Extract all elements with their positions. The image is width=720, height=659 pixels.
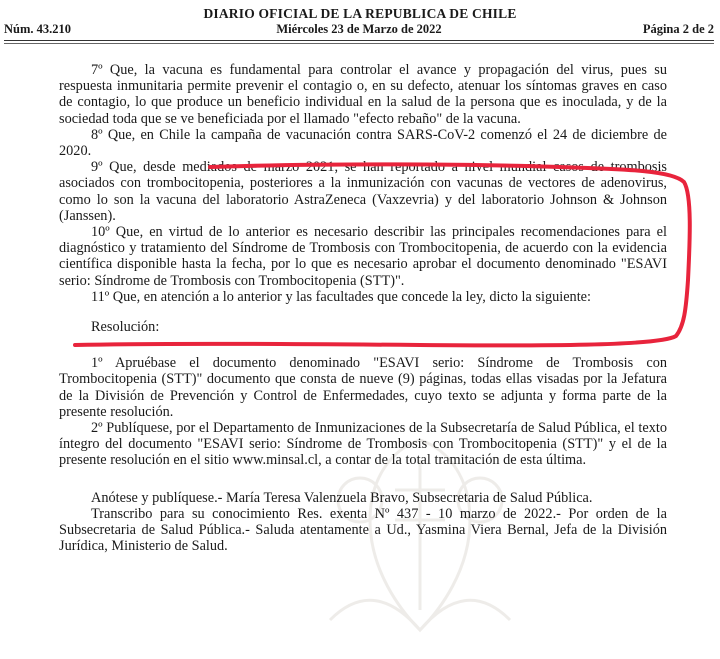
resolucion-2: 2º Publíquese, por el Departamento de Inmunizaciones de la Subsecretaría de Salud Pública, el texto íntegro del documento "ESAVI serio: Síndrome de Trombosis con Trombocitopenia (STT)" y el de la presente resolución en el sitio www.minsal.cl, a contar de la total tramitación de esta última. — [59, 420, 667, 469]
considerando-8: 8º Que, en Chile la campaña de vacunación contra SARS-CoV-2 comenzó el 24 de diciembre de 2020. — [59, 126, 667, 160]
header-rule-thin — [4, 43, 714, 44]
considerando-7: 7º Que, la vacuna es fundamental para controlar el avance y propagación del virus, pues su respuesta inmunitaria permite prevenir el contagio o, en su defecto, atenuar los síntomas graves en caso de contagio, lo que produce un beneficio individual en la salud de la persona que es inoculada, y de la sociedad toda que se ve beneficiada por el llamado "efecto rebaño" de la vacuna. — [59, 62, 667, 127]
header-row — [4, 22, 714, 40]
resolucion-heading: Resolución: — [91, 319, 160, 336]
considerando-11: 11º Que, en atención a lo anterior y las facultades que concede la ley, dicto la siguiente: — [91, 288, 591, 305]
issue-date: Miércoles 23 de Marzo de 2022 — [276, 22, 442, 36]
issue-number: Núm. 43.210 — [4, 22, 72, 36]
gazette-title: DIARIO OFICIAL DE LA REPUBLICA DE CHILE — [203, 6, 517, 21]
resolucion-1: 1º Apruébase el documento denominado "ESAVI serio: Síndrome de Trombosis con Trombocitopenia (STT)" documento que consta de nueve (9) páginas, todas ellas visadas por la Jefatura de la División de Prevención y Control de Enfermedades, cuyo texto se adjunta y forma parte de la presente resolución. — [59, 355, 667, 420]
anotese-line: Anótese y publíquese.- María Teresa Valenzuela Bravo, Subsecretaria de Salud Pública. — [91, 489, 593, 506]
header-rule — [4, 40, 714, 41]
transcribo-paragraph: Transcribo para su conocimiento Res. exenta Nº 437 - 10 marzo de 2022.- Por orden de la Subsecretaria de Salud Pública.- Saluda atentamente a Ud., Yasmina Viera Bernal, Jefa de la División Jurídica, Ministerio de Salud. — [59, 505, 667, 555]
considerando-10: 10º Que, en virtud de lo anterior es necesario describir las principales recomendaciones para el diagnóstico y tratamiento del Síndrome de Trombosis con Trombocitopenia, de acuerdo con la evidencia científica disponible hasta la fecha, por lo que es necesario aprobar el documento denominado "ESAVI serio: Síndrome de Trombosis con Trombocitopenia (STT)". — [59, 224, 667, 289]
document-body — [59, 62, 667, 554]
page-indicator: Página 2 de 2 — [642, 22, 714, 36]
considerando-9: 9º Que, desde mediados de marzo 2021, se han reportado a nivel mundial casos de trombosis asociados con trombocitopenia, posteriores a la inmunización con vacunas de vectores de adenovirus, como lo son la vacuna del laboratorio AstraZeneca (Vaxzevria) y del laboratorio Johnson & Johnson (Janssen). — [59, 159, 667, 224]
